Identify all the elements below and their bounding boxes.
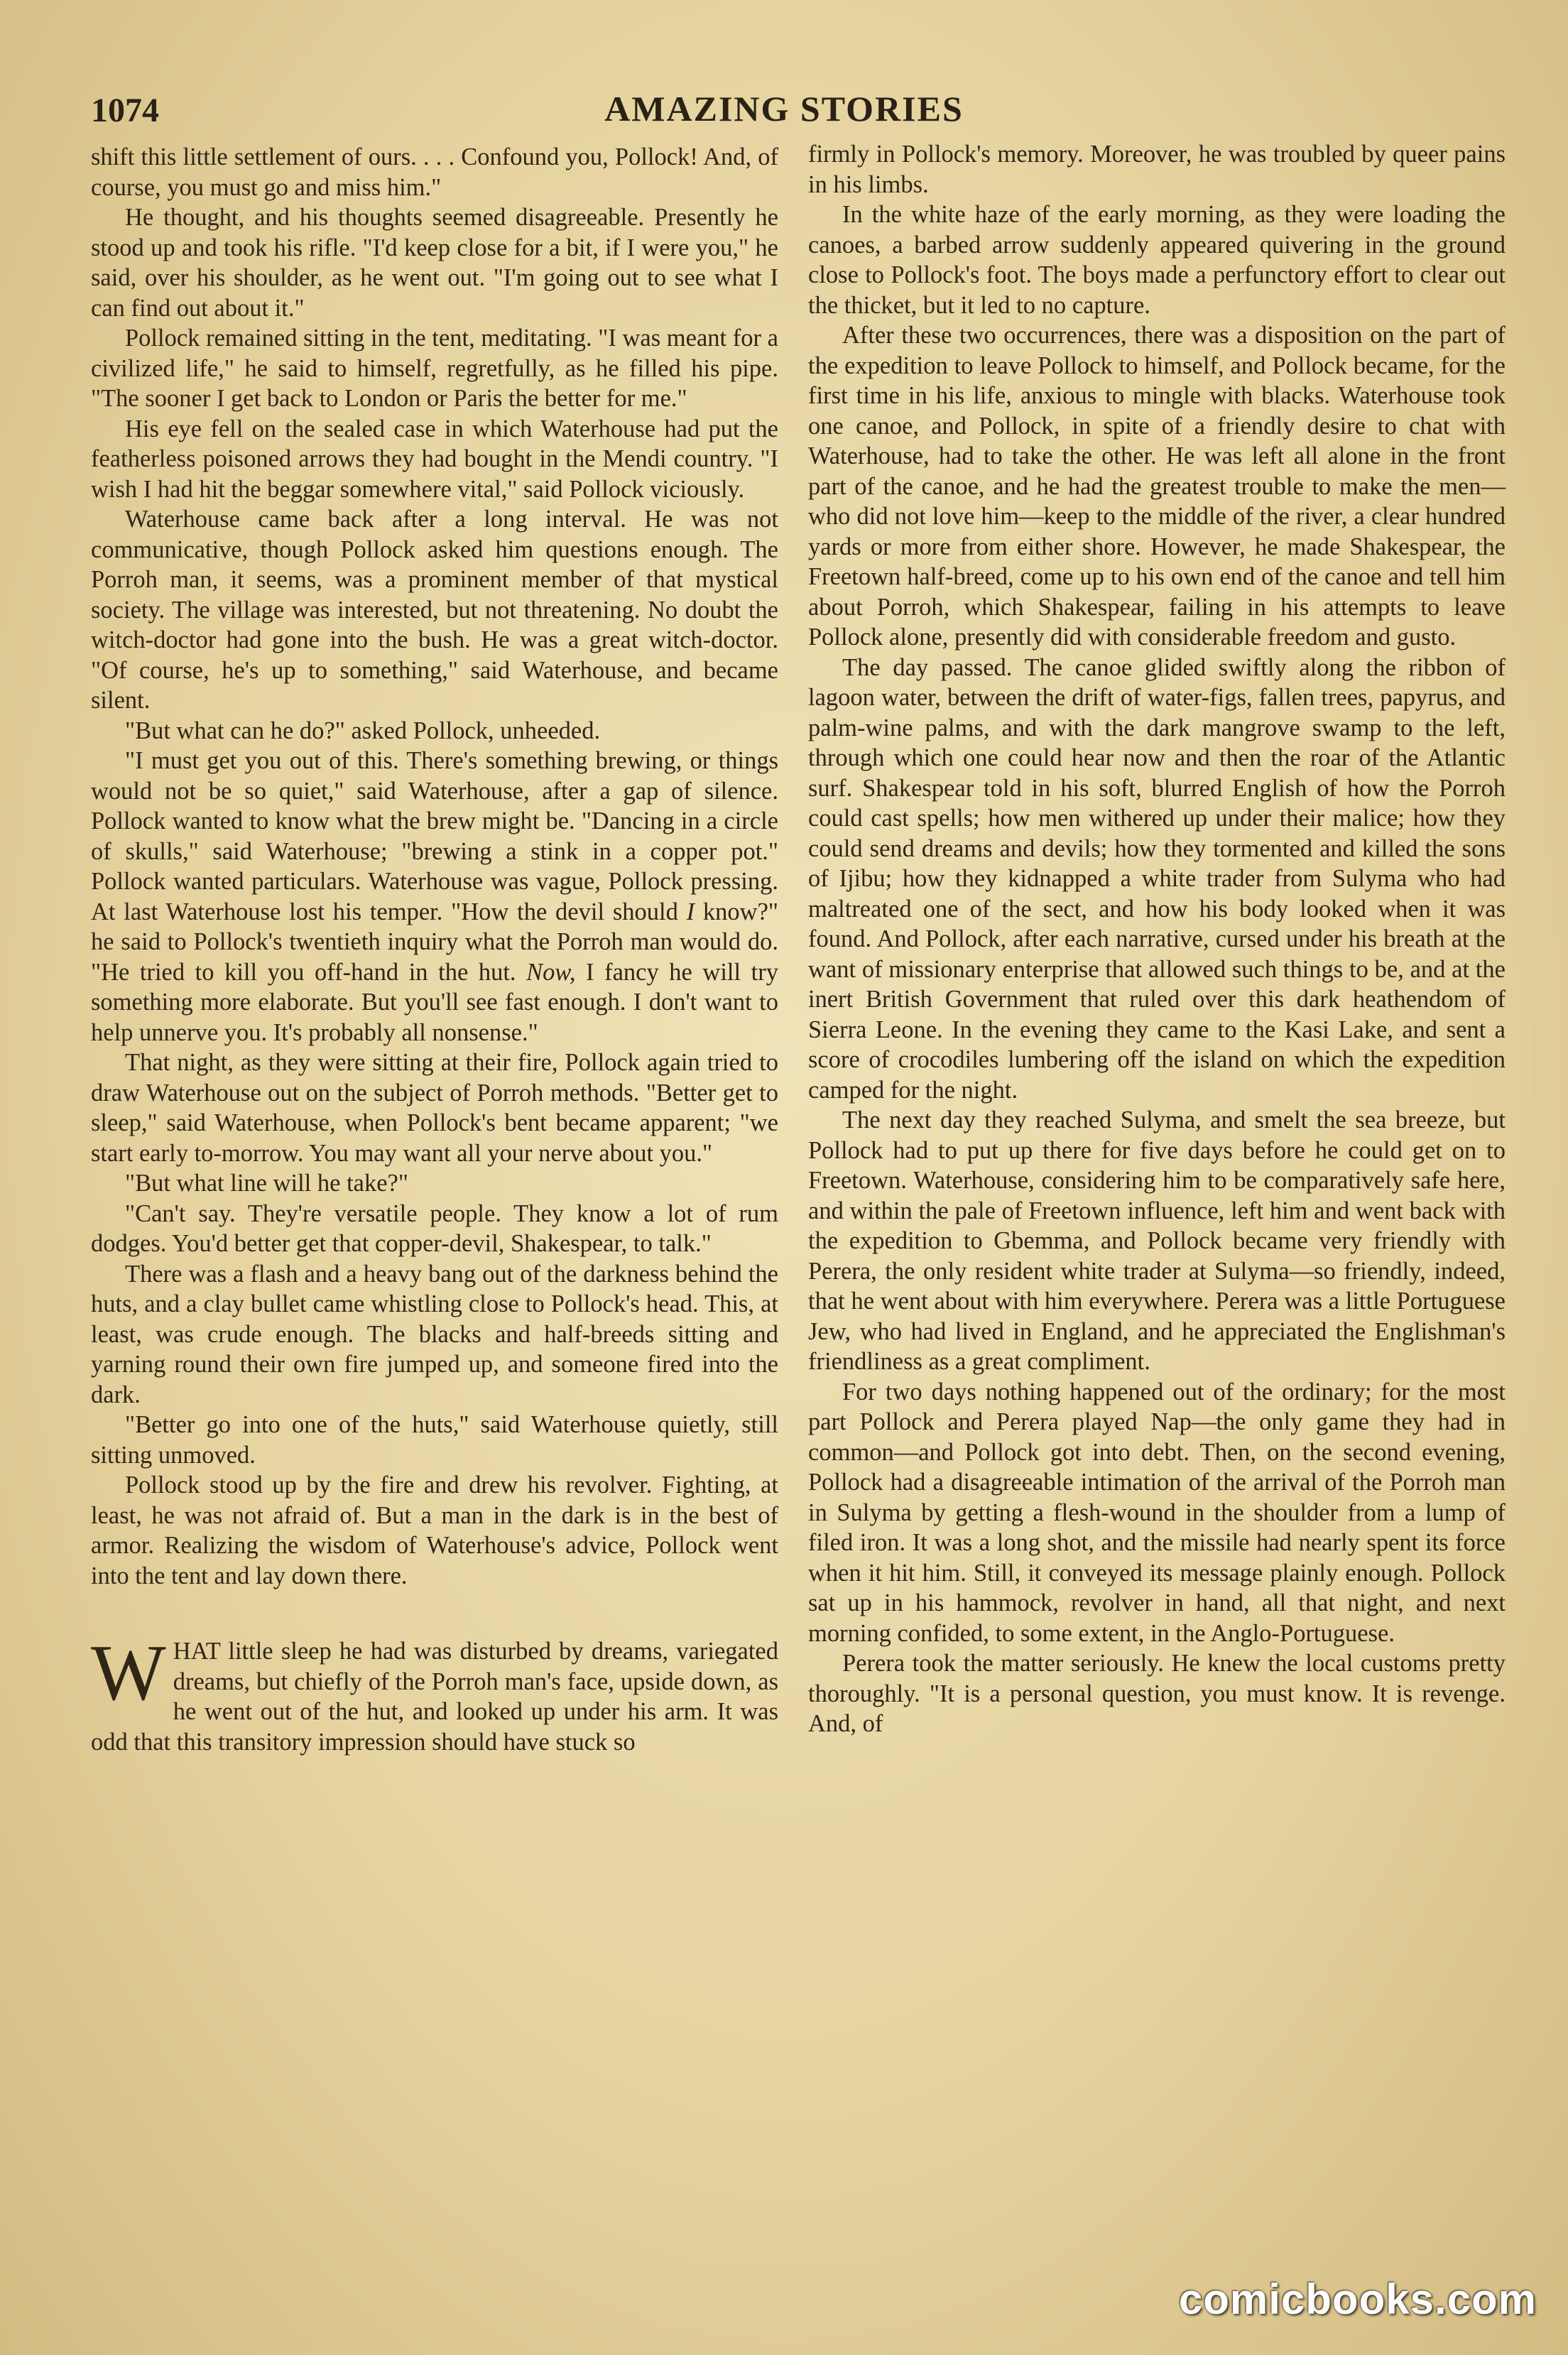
paragraph: firmly in Pollock's memory. Moreover, he was troubled by queer pains in his limbs. bbox=[808, 141, 1506, 198]
drop-cap: W bbox=[91, 1629, 166, 1717]
paragraph: "Can't say. They're versatile people. They know a lot of rum dodges. You'd better get that copper-devil, Shakespear, to talk." bbox=[91, 1200, 778, 1257]
paragraph bbox=[91, 1629, 778, 1757]
paragraph: After these two occurrences, there was a disposition on the part of the expedition to leave Pollock to himself, and Pollock became, for the first time in his life, anxious to mingle with blacks. Waterhouse took one canoe, and Pollock, in spite of a friendly desire to chat with Waterhouse, had to take the other. He was left all alone in the front part of the canoe, and he had the greatest trouble to make the men—who did not love him—keep to the middle of the river, a clear hundred yards or more from either shore. However, he made Shakespear, the Freetown half-breed, come up to his own end of the canoe and tell him about Porroh, which Shakespear, failing in his attempts to leave Pollock alone, presently did with considerable freedom and gusto. bbox=[808, 322, 1506, 651]
paragraph: That night, as they were sitting at their fire, Pollock again tried to draw Waterhouse out on the subject of Porroh methods. "Better get to sleep," said Waterhouse, when Pollock's bent became apparent; "we start early to-morrow. You may want all your nerve about you." bbox=[91, 1049, 778, 1167]
paragraph bbox=[91, 746, 778, 1048]
paragraph: Pollock stood up by the fire and drew his revolver. Fighting, at least, he was not afraid of. But a man in the dark is in the best of armor. Realizing the wisdom of Waterhouse's advice, Pollock went into the tent and lay down there. bbox=[91, 1472, 778, 1589]
italic-text: Now, bbox=[526, 958, 576, 986]
paragraph: Perera took the matter seriously. He knew the local customs pretty thoroughly. "It is a personal question, you must know. It is revenge. And, of bbox=[808, 1650, 1506, 1737]
page-number: 1074 bbox=[91, 92, 159, 129]
section-break bbox=[91, 1591, 778, 1636]
paragraph: shift this little settlement of ours. . . . Confound you, Pollock! And, of course, you must go and miss him." bbox=[91, 143, 778, 201]
paragraph: "Better go into one of the huts," said Waterhouse quietly, still sitting unmoved. bbox=[91, 1411, 778, 1469]
paragraph: "But what line will he take?" bbox=[125, 1170, 408, 1197]
paragraph: His eye fell on the sealed case in which Waterhouse had put the featherless poisoned arrows they had bought in the Mendi country. "I wish I had hit the beggar somewhere vital," said Pollock viciously. bbox=[91, 415, 778, 503]
text-run: HAT little sleep he had was disturbed by dreams, variegated dreams, but chiefly of the Porroh man's face, upside down, as he went out of the hut, and looked up under his arm. It was odd that this transitory impression should have stuck so bbox=[91, 1638, 778, 1756]
watermark: comicbooks.com bbox=[1178, 2275, 1537, 2323]
paragraph: He thought, and his thoughts seemed disagreeable. Presently he stood up and took his rifle. "I'd keep close for a bit, if I were you," he said, over his shoulder, as he went out. "I'm going out to see what I can find out about it." bbox=[91, 204, 778, 322]
running-title: AMAZING STORIES bbox=[604, 89, 964, 129]
paragraph: The day passed. The canoe glided swiftly along the ribbon of lagoon water, between the drift of water-figs, fallen trees, papyrus, and palm-wine palms, and with the dark mangrove swamp to the left, through which one could hear now and then the roar of the Atlantic surf. Shakespear told in his soft, blurred English of how the Porroh could cast spells; how men withered up under their malice; how they could send dreams and devils; how they tormented and killed the sons of Ijibu; how they kidnapped a white trader from Sulyma who had maltreated one of the sect, and how his body looked when it was found. And Pollock, after each narrative, cursed under his breath at the want of missionary enterprise that allowed such things to be, and at the inert British Government that ruled over this dark heathendom of Sierra Leone. In the evening they came to the Kasi Lake, and sent a score of crocodiles lumbering off the island on which the expedition camped for the night. bbox=[808, 653, 1506, 1104]
text-run: I fancy he will try something more elaborate. But you'll see fast enough. I don't want to help unnerve you. It's probably all nonsense." bbox=[91, 958, 778, 1046]
paragraph: The next day they reached Sulyma, and smelt the sea breeze, but Pollock had to put up there for five days before he could get on to Freetown. Waterhouse, considering him to be comparatively safe here, and within the pale of Freetown influence, left him and went back with the expedition to Gbemma, and Pollock became very friendly with Perera, the only resident white trader at Sulyma—so friendly, indeed, that he went about with him everywhere. Perera was a little Portuguese Jew, who had lived in England, and he appreciated the Englishman's friendliness as a great compliment. bbox=[808, 1106, 1506, 1375]
paragraph: "But what can he do?" asked Pollock, unheeded. bbox=[125, 717, 601, 744]
text-run: know?" he said to Pollock's twentieth inquiry what the Porroh man would do. "He tried to kill you off-hand in the hut. bbox=[91, 898, 778, 986]
paragraph: Pollock remained sitting in the tent, meditating. "I was meant for a civilized life," he said to himself, regretfully, as he filled his pipe. "The sooner I get back to London or Paris the better for me." bbox=[91, 325, 778, 412]
paragraph: In the white haze of the early morning, as they were loading the canoes, a barbed arrow suddenly appeared quivering in the ground close to Pollock's foot. The boys made a perfunctory effort to clear out the thicket, but it led to no capture. bbox=[808, 201, 1506, 319]
paragraph: For two days nothing happened out of the ordinary; for the most part Pollock and Perera played Nap—the only game they had in common—and Pollock got into debt. Then, on the second evening, Pollock had a disagreeable intimation of the arrival of the Porroh man in Sulyma by getting a flesh-wound in the shoulder from a lump of filed iron. It was a long shot, and the missile had nearly spent its force when it hit him. Still, it conveyed its message plainly enough. Pollock sat up in his hammock, revolver in hand, all that night, and next morning confided, to some extent, in the Anglo-Portuguese. bbox=[808, 1378, 1506, 1647]
paragraph: Waterhouse came back after a long interval. He was not communicative, though Pollock asked him questions enough. The Porroh man, it seems, was a prominent member of that mystical society. The village was interested, but not threatening. No doubt the witch-doctor had gone into the bush. He was a great witch-doctor. "Of course, he's up to something," said Waterhouse, and became silent. bbox=[91, 506, 778, 714]
left-column bbox=[91, 142, 778, 1757]
right-column bbox=[808, 139, 1506, 1739]
paragraph: There was a flash and a heavy bang out of the darkness behind the huts, and a clay bullet came whistling close to Pollock's head. This, at least, was crude enough. The blacks and half-breeds sitting and yarning round their own fire jumped up, and someone fired into the dark. bbox=[91, 1260, 778, 1408]
text-run: "I must get you out of this. There's something brewing, or things would not be so quiet," said Waterhouse, after a gap of silence. Pollock wanted to know what the brew might be. "Dancing in a circle of skulls," said Waterhouse; "brewing a stink in a copper pot." Pollock wanted particulars. Waterhouse was vague, Pollock pressing. At last Waterhouse lost his temper. "How the devil should bbox=[91, 747, 778, 925]
italic-text: I bbox=[686, 898, 695, 925]
